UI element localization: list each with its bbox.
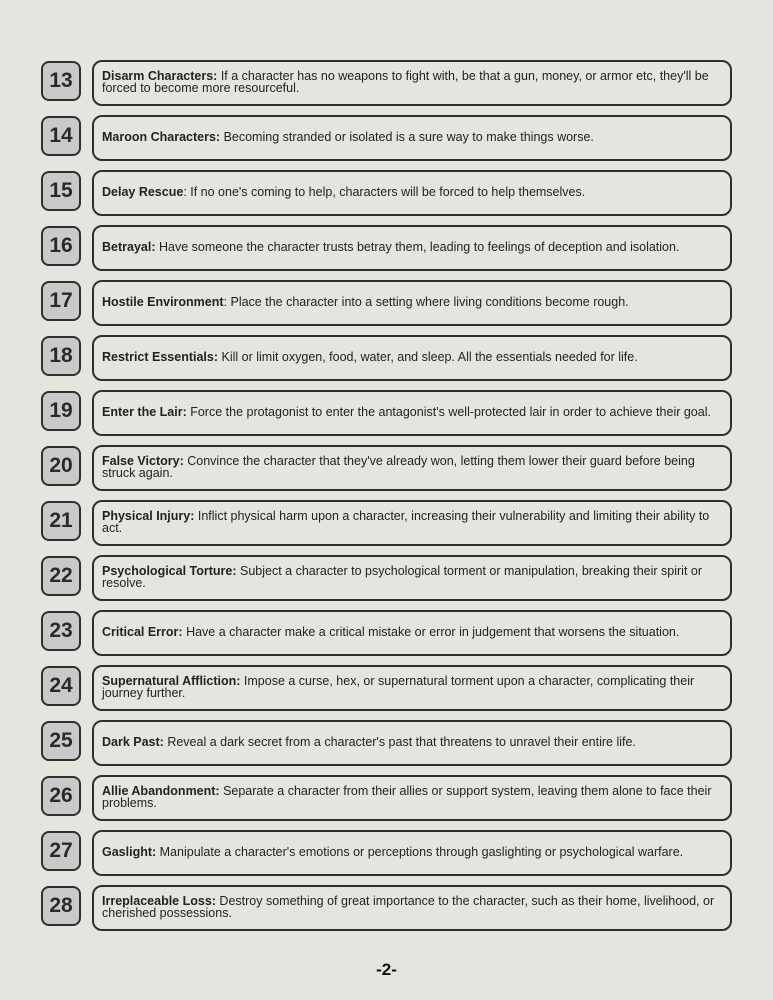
item-title: False Victory: — [102, 453, 184, 468]
item-description: Reveal a dark secret from a character's past that threatens to unravel their entire life. — [163, 734, 636, 749]
item-box — [92, 720, 732, 766]
item-number: 26 — [41, 776, 81, 816]
list-item — [0, 830, 773, 876]
item-title: Allie Abandonment: — [102, 783, 220, 798]
item-text — [102, 351, 638, 364]
item-number: 21 — [41, 501, 81, 541]
item-text — [102, 736, 636, 749]
item-number: 18 — [41, 336, 81, 376]
item-title: Supernatural Affliction: — [102, 673, 241, 688]
item-description: : If no one's coming to help, characters will be forced to help themselves. — [183, 184, 586, 199]
item-box — [92, 665, 732, 711]
item-box — [92, 115, 732, 161]
item-number: 22 — [41, 556, 81, 596]
list-item — [0, 445, 773, 491]
item-number: 13 — [41, 61, 81, 101]
list-item — [0, 500, 773, 546]
item-title: Betrayal: — [102, 239, 156, 254]
item-text — [102, 70, 720, 95]
list-item — [0, 280, 773, 326]
item-box — [92, 170, 732, 216]
item-box — [92, 610, 732, 656]
item-description: Destroy something of great importance to the character, such as their home, livelihood, or cherished possessions. — [102, 893, 715, 920]
item-description: Impose a curse, hex, or supernatural torment upon a character, complicating their journey further. — [102, 673, 695, 700]
item-title: Physical Injury: — [102, 508, 195, 523]
list-item — [0, 885, 773, 931]
item-text — [102, 565, 720, 590]
item-description: If a character has no weapons to fight with, be that a gun, money, or armor etc, they'll be forced to become more resourceful. — [102, 68, 709, 95]
list-item — [0, 390, 773, 436]
item-title: Disarm Characters: — [102, 68, 218, 83]
list-item — [0, 60, 773, 106]
item-text — [102, 846, 683, 859]
item-box — [92, 775, 732, 821]
item-box — [92, 280, 732, 326]
item-number: 16 — [41, 226, 81, 266]
item-box — [92, 445, 732, 491]
item-box — [92, 225, 732, 271]
item-description: : Place the character into a setting where living conditions become rough. — [223, 294, 629, 309]
item-box — [92, 60, 732, 106]
list-item — [0, 610, 773, 656]
item-box — [92, 885, 732, 931]
list-item — [0, 225, 773, 271]
page-number: -2- — [376, 960, 397, 979]
item-number: 27 — [41, 831, 81, 871]
item-number: 28 — [41, 886, 81, 926]
item-box — [92, 830, 732, 876]
item-title: Hostile Environment — [102, 294, 224, 309]
item-text — [102, 510, 720, 535]
item-text — [102, 626, 679, 639]
item-text — [102, 241, 679, 254]
item-description: Convince the character that they've already won, letting them lower their guard before being struck again. — [102, 453, 695, 480]
item-box — [92, 335, 732, 381]
item-number: 25 — [41, 721, 81, 761]
item-box — [92, 500, 732, 546]
item-number: 14 — [41, 116, 81, 156]
item-number: 23 — [41, 611, 81, 651]
item-text — [102, 895, 720, 920]
item-title: Irreplaceable Loss: — [102, 893, 216, 908]
item-number: 17 — [41, 281, 81, 321]
item-description: Have someone the character trusts betray them, leading to feelings of deception and isolation. — [155, 239, 680, 254]
item-title: Psychological Torture: — [102, 563, 237, 578]
item-box — [92, 390, 732, 436]
item-title: Maroon Characters: — [102, 129, 221, 144]
item-text — [102, 131, 594, 144]
item-number: 15 — [41, 171, 81, 211]
item-description: Inflict physical harm upon a character, increasing their vulnerability and limiting their ability to act. — [102, 508, 710, 535]
item-text — [102, 675, 720, 700]
list-item — [0, 775, 773, 821]
item-description: Have a character make a critical mistake or error in judgement that worsens the situation. — [182, 624, 680, 639]
item-text — [102, 186, 585, 199]
item-box — [92, 555, 732, 601]
item-title: Enter the Lair: — [102, 404, 187, 419]
item-description: Separate a character from their allies or support system, leaving them alone to face their problems. — [102, 783, 712, 810]
list-item — [0, 555, 773, 601]
item-number: 24 — [41, 666, 81, 706]
item-title: Dark Past: — [102, 734, 164, 749]
item-number: 20 — [41, 446, 81, 486]
item-title: Critical Error: — [102, 624, 183, 639]
item-text — [102, 406, 711, 419]
list-item — [0, 170, 773, 216]
list-item — [0, 665, 773, 711]
list-item — [0, 115, 773, 161]
item-number: 19 — [41, 391, 81, 431]
item-text — [102, 296, 629, 309]
item-description: Manipulate a character's emotions or perceptions through gaslighting or psychological warfare. — [156, 844, 684, 859]
item-title: Delay Rescue — [102, 184, 184, 199]
item-text — [102, 455, 720, 480]
item-text — [102, 785, 720, 810]
item-description: Force the protagonist to enter the antagonist's well-protected lair in order to achieve their goal. — [186, 404, 711, 419]
item-description: Becoming stranded or isolated is a sure way to make things worse. — [220, 129, 594, 144]
list-item — [0, 720, 773, 766]
item-description: Subject a character to psychological torment or manipulation, breaking their spirit or resolve. — [102, 563, 703, 590]
item-title: Restrict Essentials: — [102, 349, 219, 364]
list-item — [0, 335, 773, 381]
item-title: Gaslight: — [102, 844, 157, 859]
item-description: Kill or limit oxygen, food, water, and sleep. All the essentials needed for life. — [218, 349, 638, 364]
